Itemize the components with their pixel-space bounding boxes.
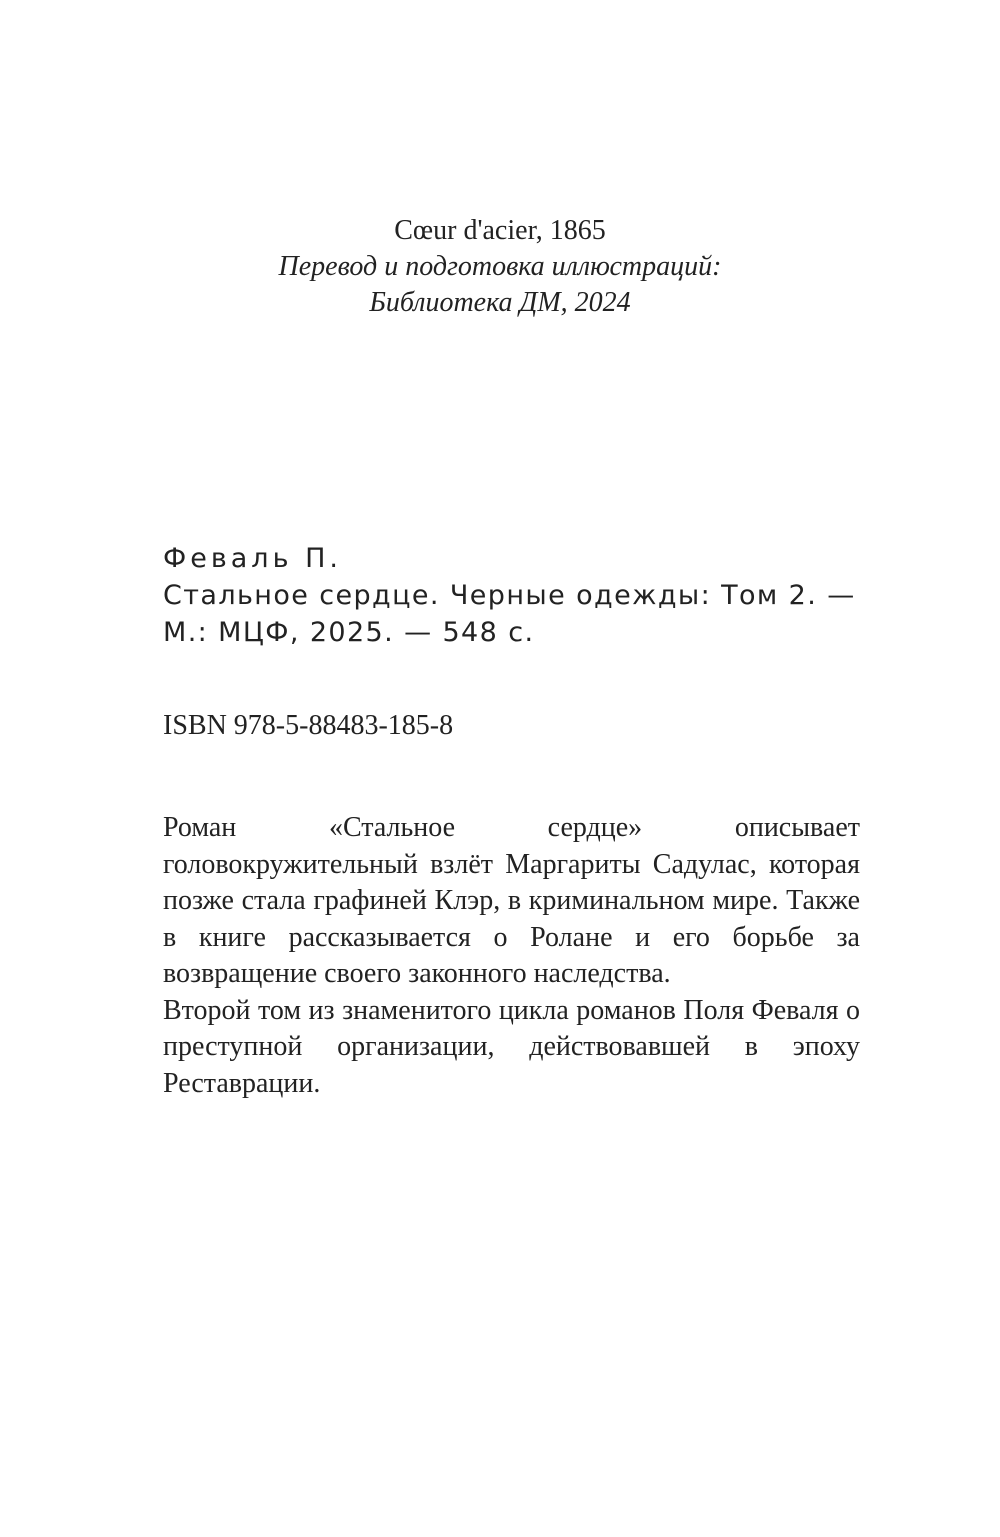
book-title-line: Стальное сердце. Черные одежды: Том 2. — — [163, 580, 856, 611]
translator-name: Библиотека ДМ, 2024 — [369, 287, 631, 318]
translation-label: Перевод и подготовка иллюстраций: — [278, 251, 722, 282]
original-title: Cœur d'acier, 1865 — [394, 215, 606, 246]
author-name: Феваль П. — [163, 543, 342, 574]
header-block — [0, 213, 1000, 321]
publisher-line: М.: МЦФ, 2025. — 548 с. — [163, 617, 535, 648]
annotation-paragraph-2: Второй том из знаменитого цикла романов Поля Феваля о преступной организации, действовавшей в эпоху Реставрации. — [163, 994, 860, 1099]
annotation-paragraph-1: Роман «Стальное сердце» описывает головокружительный взлёт Маргариты Садулас, которая позже стала графиней Клэр, в криминальном мире. Также в книге рассказывается о Ролане и его борьбе за возвращение своего законного наследства. — [163, 812, 860, 989]
isbn: ISBN 978-5-88483-185-8 — [163, 710, 454, 741]
bibliographic-record — [163, 540, 863, 651]
annotation — [163, 810, 860, 1102]
